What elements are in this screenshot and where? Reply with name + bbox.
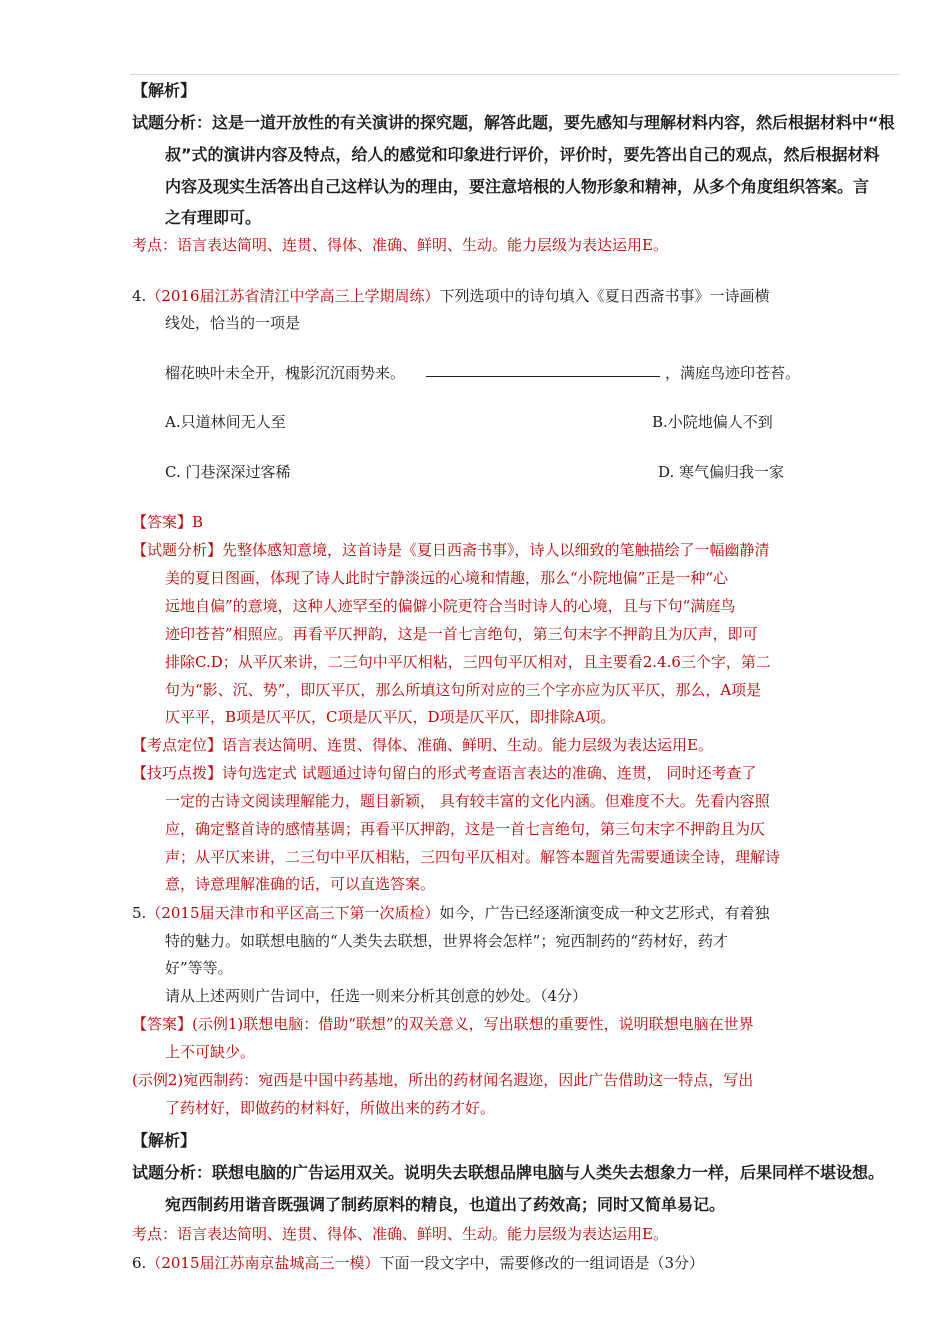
- q6-stem-rest: 下面一段文字中，需要修改的一组词语是（3分）: [379, 1254, 705, 1272]
- q4-option-a: A.只道林间无人至: [165, 413, 286, 431]
- q5-number: 5.: [132, 904, 147, 922]
- q4-option-c: C. 门巷深深过客稀: [165, 463, 291, 481]
- q4-analysis-text: 先整体感知意境，这首诗是《夏日西斋书事》，诗人以细致的笔触描绘了一幅幽静清: [222, 541, 770, 559]
- q4-option-d: D. 寒气偏归我一家: [658, 463, 785, 481]
- jiexi-heading: 【解析】: [132, 81, 197, 100]
- q4-analysis-label: 【试题分析】: [132, 541, 223, 559]
- q4-number: 4.: [132, 287, 147, 305]
- q4-answer-label: 【答案】: [132, 513, 193, 531]
- q4-analysis-line: 迹印苍苔”相照应。再看平仄押韵，这是一首七言绝句，第三句末字不押韵且为仄声，即可: [165, 625, 758, 643]
- analysis-line: 试题分析：这是一道开放性的有关演讲的探究题，解答此题，要先感知与理解材料内容，然后根据材料中“根: [132, 113, 895, 132]
- q4-answer: [132, 511, 203, 532]
- q4-analysis-line: [132, 539, 770, 560]
- top-divider: [130, 74, 900, 75]
- q4-jiqiao-label: 【技巧点拨】: [132, 764, 223, 782]
- analysis-line: 内容及现实生活答出自己这样认为的理由，要注意培根的人物形象和精神，从多个角度组织答案。言: [165, 177, 870, 196]
- q4-jiqiao-text: 诗句选定式 试题通过诗句留白的形式考查语言表达的准确、连贯， 同时还考查了: [222, 764, 757, 782]
- q5-analysis-line: 宛西制药用谐音既强调了制药原料的精良，也道出了药效高；同时又简单易记。: [165, 1195, 726, 1214]
- q6-stem: [132, 1252, 704, 1273]
- q5-answer-line: [132, 1013, 754, 1034]
- q4-stem-rest: 下列选项中的诗句填入《夏日西斋书事》一诗画横: [439, 287, 770, 305]
- q4-stem-line2: 线处，恰当的一项是: [165, 314, 301, 332]
- q5-answer-line: (示例2)宛西制药：宛西是中国中药基地，所出的药材闻名遐迩，因此广告借助这一特点，写出: [132, 1071, 754, 1089]
- q4-jiqiao-line: 意，诗意理解准确的话，可以直选答案。: [165, 875, 436, 893]
- q4-analysis-line: 远地自偏”的意境，这种人迹罕至的偏僻小院更符合当时诗人的心境，且与下句“满庭鸟: [165, 597, 736, 615]
- q5-stem-line1: [132, 902, 770, 923]
- q5-source: （2015届天津市和平区高三下第一次质检）: [146, 904, 440, 922]
- kaodian-line: 考点：语言表达简明、连贯、得体、准确、鲜明、生动。能力层级为表达运用E。: [132, 236, 668, 254]
- q4-stem-line1: [132, 285, 770, 306]
- q5-stem-line: 特的魅力。如联想电脑的“人类失去联想，世界将会怎样”；宛西制药的“药材好，药才: [165, 932, 729, 950]
- q4-kaodian: [132, 734, 713, 755]
- q4-poem-part2: ，满庭鸟迹印苍苔。: [665, 364, 801, 382]
- q4-blank-line: [426, 376, 660, 377]
- q5-jiexi-heading: 【解析】: [132, 1131, 197, 1150]
- analysis-line: 叔”式的演讲内容及特点，给人的感觉和印象进行评价，评价时，要先答出自己的观点，然后根据材料: [165, 145, 880, 164]
- q6-number: 6.: [132, 1254, 147, 1272]
- q4-source: （2016届江苏省清江中学高三上学期周练）: [146, 287, 440, 305]
- q4-analysis-line: 美的夏日图画，体现了诗人此时宁静淡远的心境和情趣，那么“小院地偏”正是一种“心: [165, 569, 729, 587]
- q6-source: （2015届江苏南京盐城高三一模）: [146, 1254, 380, 1272]
- analysis-line: 之有理即可。: [165, 208, 262, 227]
- q5-stem-line: 请从上述两则广告词中，任选一则来分析其创意的妙处。（4分）: [165, 987, 588, 1005]
- q4-jiqiao-line: 一定的古诗文阅读理解能力，题目新颖， 具有较丰富的文化内涵。但难度不大。先看内容照: [165, 792, 770, 810]
- q5-stem-rest: 如今，广告已经逐渐演变成一种文艺形式，有着独: [439, 904, 770, 922]
- q4-option-b: B.小院地偏人不到: [652, 413, 773, 431]
- q5-stem-line: 好”等等。: [165, 959, 233, 977]
- q4-kaodian-text: 语言表达简明、连贯、得体、准确、鲜明、生动。能力层级为表达运用E。: [222, 736, 713, 754]
- q5-answer-line: 了药材好，即做药的材料好，所做出来的药才好。: [165, 1099, 496, 1117]
- q4-jiqiao-line: [132, 762, 757, 783]
- q4-poem-part1: 榴花映叶未全开，槐影沉沉雨势来。: [165, 364, 406, 382]
- q4-analysis-line: 仄平平，B项是仄平仄，C项是仄平仄，D项是仄平仄，即排除A项。: [165, 708, 616, 726]
- q4-jiqiao-line: 声；从平仄来讲，二三句中平仄相粘，三四句平仄相对。解答本题首先需要通读全诗，理解诗: [165, 848, 781, 866]
- q5-answer-text: (示例1)联想电脑：借助“联想”的双关意义，写出联想的重要性，说明联想电脑在世界: [192, 1015, 754, 1033]
- q4-analysis-line: 句为“影、沉、势”，即仄平仄，那么所填这句所对应的三个字亦应为仄平仄，那么，A项是: [165, 681, 762, 699]
- q4-jiqiao-line: 应，确定整首诗的感情基调；再看平仄押韵，这是一首七言绝句，第三句末字不押韵且为仄: [165, 820, 766, 838]
- q5-kaodian: 考点：语言表达简明、连贯、得体、准确、鲜明、生动。能力层级为表达运用E。: [132, 1225, 668, 1243]
- q4-analysis-line: 排除C.D；从平仄来讲，二三句中平仄相粘，三四句平仄相对，且主要看2.4.6三个字，第二: [165, 653, 771, 671]
- q4-kaodian-label: 【考点定位】: [132, 736, 223, 754]
- q4-answer-value: B: [192, 513, 204, 531]
- q5-answer-line: 上不可缺少。: [165, 1043, 256, 1061]
- q5-analysis-line: 试题分析：联想电脑的广告运用双关。说明失去联想品牌电脑与人类失去想象力一样，后果同样不堪设想。: [132, 1163, 885, 1182]
- q5-answer-label: 【答案】: [132, 1015, 193, 1033]
